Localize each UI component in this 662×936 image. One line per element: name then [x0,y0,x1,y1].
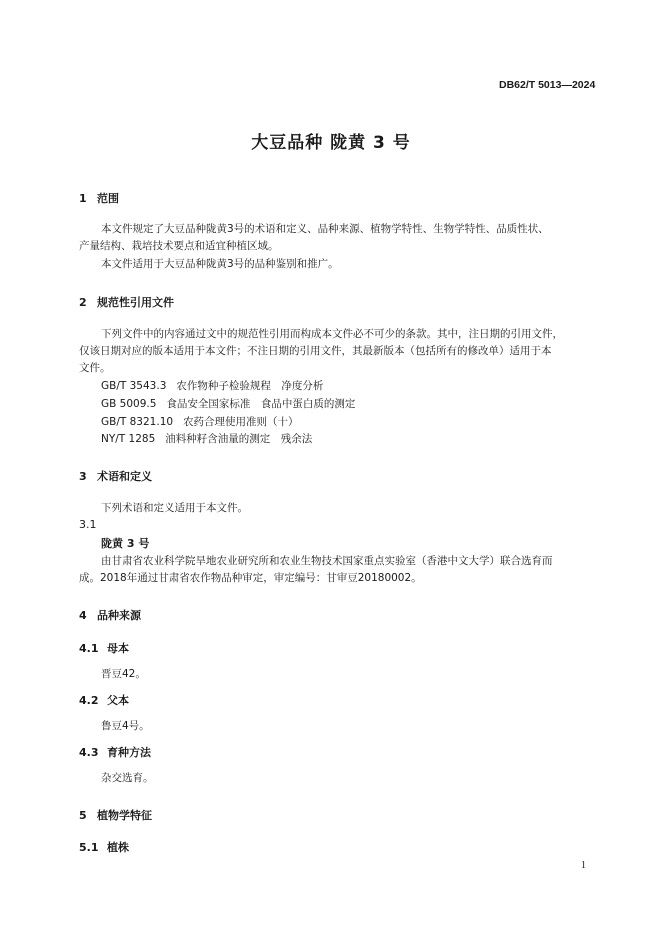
section-number: 4 [79,609,87,622]
section-title: 父本 [107,694,129,707]
section-number: 4.3 [79,746,99,759]
section-number: 3 [79,470,87,483]
reference-item [101,396,365,411]
section-title: 植株 [107,841,129,854]
subsection-5-1-heading [79,839,129,855]
paragraph-line: 成。2018年通过甘肃省农作物品种审定，审定编号：甘审豆20180002。 [79,572,422,584]
section-title: 规范性引用文件 [97,296,174,309]
section-title: 范围 [97,192,119,205]
term-name: 陇黄 3 号 [101,537,150,550]
section-number: 1 [79,192,87,205]
paragraph-line: 下列文件中的内容通过文中的规范性引用而构成本文件必不可少的条款。其中，注日期的引用文件， [101,328,563,340]
paragraph-line: 由甘肃省农业科学院旱地农业研究所和农业生物技术国家重点实验室（香港中文大学）联合选育而 [101,555,553,567]
reference-code: GB/T 3543.3 [101,380,167,392]
reference-name: 农药合理使用准则（十） [183,416,299,428]
section-title: 品种来源 [97,609,141,622]
reference-item [101,431,322,446]
section-3-heading [79,468,152,484]
section-title: 术语和定义 [97,470,152,483]
reference-name: 农作物种子检验规程 净度分析 [176,380,324,392]
page-number: 1 [581,860,586,871]
reference-item [101,378,333,393]
reference-name: 油料种籽含油量的测定 残余法 [165,433,313,445]
reference-code: GB/T 8321.10 [101,416,174,428]
paragraph-line: 文件。 [79,362,111,374]
paragraph-line: 产量结构、栽培技术要点和适宜种植区域。 [79,240,279,252]
section-number: 4.2 [79,694,99,707]
term-number: 3.1 [79,518,97,531]
reference-item [101,414,309,429]
section-4-heading [79,607,141,623]
section-number: 2 [79,296,87,309]
paragraph-line: 本文件规定了大豆品种陇黄3号的术语和定义、品种来源、植物学特性、生物学特性、品质性状、 [101,223,549,235]
section-1-heading [79,190,119,206]
paragraph-line: 杂交选育。 [101,772,154,784]
subsection-4-1-heading [79,640,129,656]
section-2-heading [79,294,174,310]
section-5-heading [79,807,152,823]
section-number: 5.1 [79,841,99,854]
reference-code: NY/T 1285 [101,433,156,445]
reference-code: GB 5009.5 [101,398,157,410]
paragraph-line: 下列术语和定义适用于本文件。 [101,502,248,514]
subsection-4-2-heading [79,692,129,708]
section-title: 植物学特征 [97,809,152,822]
document-title: 大豆品种 陇黄 3 号 [251,133,411,153]
section-title: 母本 [107,642,129,655]
section-title: 育种方法 [107,746,151,759]
reference-name: 食品安全国家标准 食品中蛋白质的测定 [166,398,356,410]
paragraph-line: 鲁豆4号。 [101,720,150,732]
section-number: 4.1 [79,642,99,655]
standard-number: DB62/T 5013—2024 [499,79,596,91]
paragraph-line: 本文件适用于大豆品种陇黄3号的品种鉴别和推广。 [101,258,339,270]
paragraph-line: 晋豆42。 [101,668,146,680]
section-number: 5 [79,809,87,822]
subsection-4-3-heading [79,744,151,760]
paragraph-line: 仅该日期对应的版本适用于本文件；不注日期的引用文件，其最新版本（包括所有的修改单）适用于本 [79,345,552,357]
